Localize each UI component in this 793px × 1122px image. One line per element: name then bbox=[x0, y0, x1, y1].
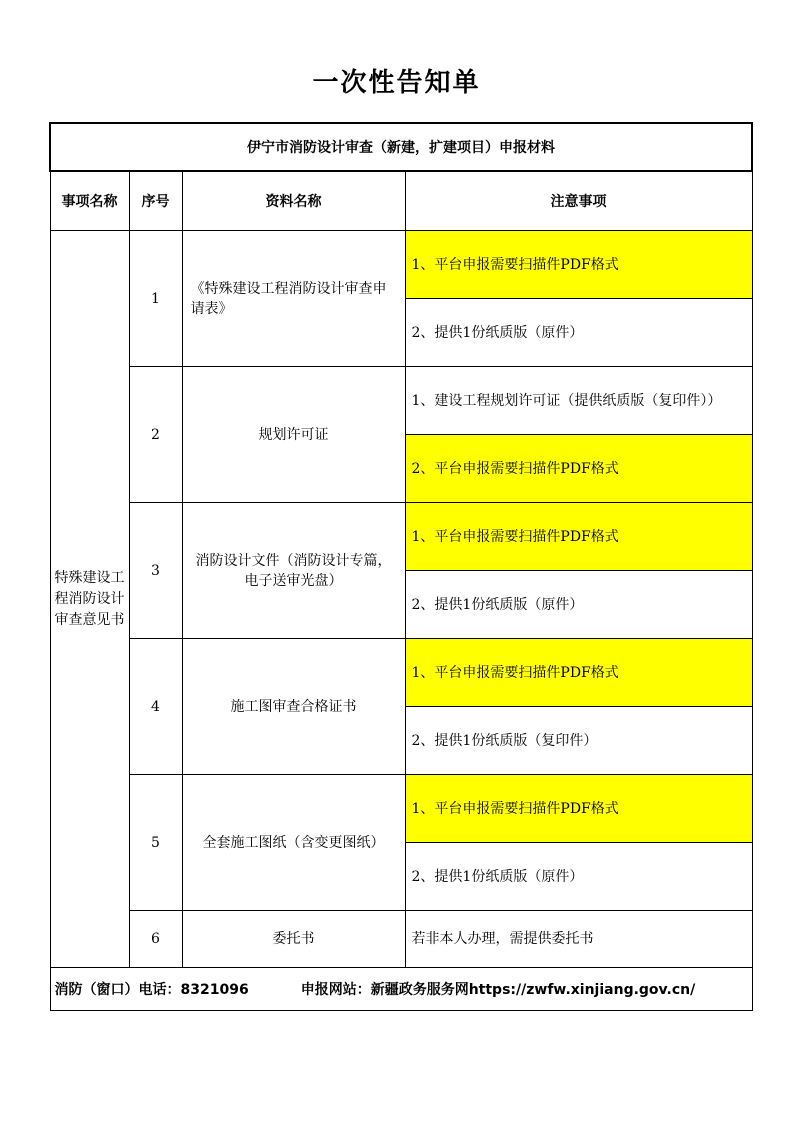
header-item-name: 事项名称 bbox=[50, 171, 129, 231]
header-material: 资料名称 bbox=[182, 171, 405, 231]
footer-row bbox=[50, 968, 752, 1011]
note-cell-highlighted: 1、平台申报需要扫描件PDF格式 bbox=[405, 503, 752, 571]
header-notes: 注意事项 bbox=[405, 171, 752, 231]
note-cell: 若非本人办理，需提供委托书 bbox=[405, 911, 752, 968]
material-cell: 规划许可证 bbox=[182, 367, 405, 503]
table-row bbox=[50, 639, 752, 707]
index-cell: 4 bbox=[129, 639, 182, 775]
index-cell: 3 bbox=[129, 503, 182, 639]
table-row bbox=[50, 775, 752, 843]
note-cell: 2、提供1份纸质版（原件） bbox=[405, 299, 752, 367]
index-cell: 1 bbox=[129, 231, 182, 367]
material-cell: 消防设计文件（消防设计专篇，电子送审光盘） bbox=[182, 503, 405, 639]
table-row bbox=[50, 231, 752, 299]
header-row bbox=[50, 171, 752, 231]
table-row bbox=[50, 367, 752, 435]
index-cell: 2 bbox=[129, 367, 182, 503]
caption-row bbox=[50, 123, 752, 171]
materials-table bbox=[49, 122, 753, 1011]
item-name-cell: 特殊建设工程消防设计审查意见书 bbox=[50, 231, 129, 968]
note-cell-highlighted: 1、平台申报需要扫描件PDF格式 bbox=[405, 775, 752, 843]
material-cell: 《特殊建设工程消防设计审查申请表》 bbox=[182, 231, 405, 367]
index-cell: 5 bbox=[129, 775, 182, 911]
material-cell: 施工图审查合格证书 bbox=[182, 639, 405, 775]
note-cell-highlighted: 1、平台申报需要扫描件PDF格式 bbox=[405, 639, 752, 707]
footer-phone: 消防（窗口）电话：8321096 bbox=[54, 982, 249, 998]
footer-cell bbox=[50, 968, 752, 1011]
table-caption: 伊宁市消防设计审查（新建，扩建项目）申报材料 bbox=[50, 123, 752, 171]
document-title: 一次性告知单 bbox=[312, 68, 481, 98]
index-cell: 6 bbox=[129, 911, 182, 968]
table-row bbox=[50, 503, 752, 571]
note-cell: 1、建设工程规划许可证（提供纸质版（复印件）） bbox=[405, 367, 752, 435]
note-cell: 2、提供1份纸质版（原件） bbox=[405, 571, 752, 639]
footer-website: 申报网站：新疆政务服务网https://zwfw.xinjiang.gov.cn/ bbox=[300, 982, 696, 998]
note-cell: 2、提供1份纸质版（原件） bbox=[405, 843, 752, 911]
note-cell-highlighted: 1、平台申报需要扫描件PDF格式 bbox=[405, 231, 752, 299]
header-index: 序号 bbox=[129, 171, 182, 231]
note-cell: 2、提供1份纸质版（复印件） bbox=[405, 707, 752, 775]
material-cell: 全套施工图纸（含变更图纸） bbox=[182, 775, 405, 911]
note-cell-highlighted: 2、平台申报需要扫描件PDF格式 bbox=[405, 435, 752, 503]
material-cell: 委托书 bbox=[182, 911, 405, 968]
table-row bbox=[50, 911, 752, 968]
